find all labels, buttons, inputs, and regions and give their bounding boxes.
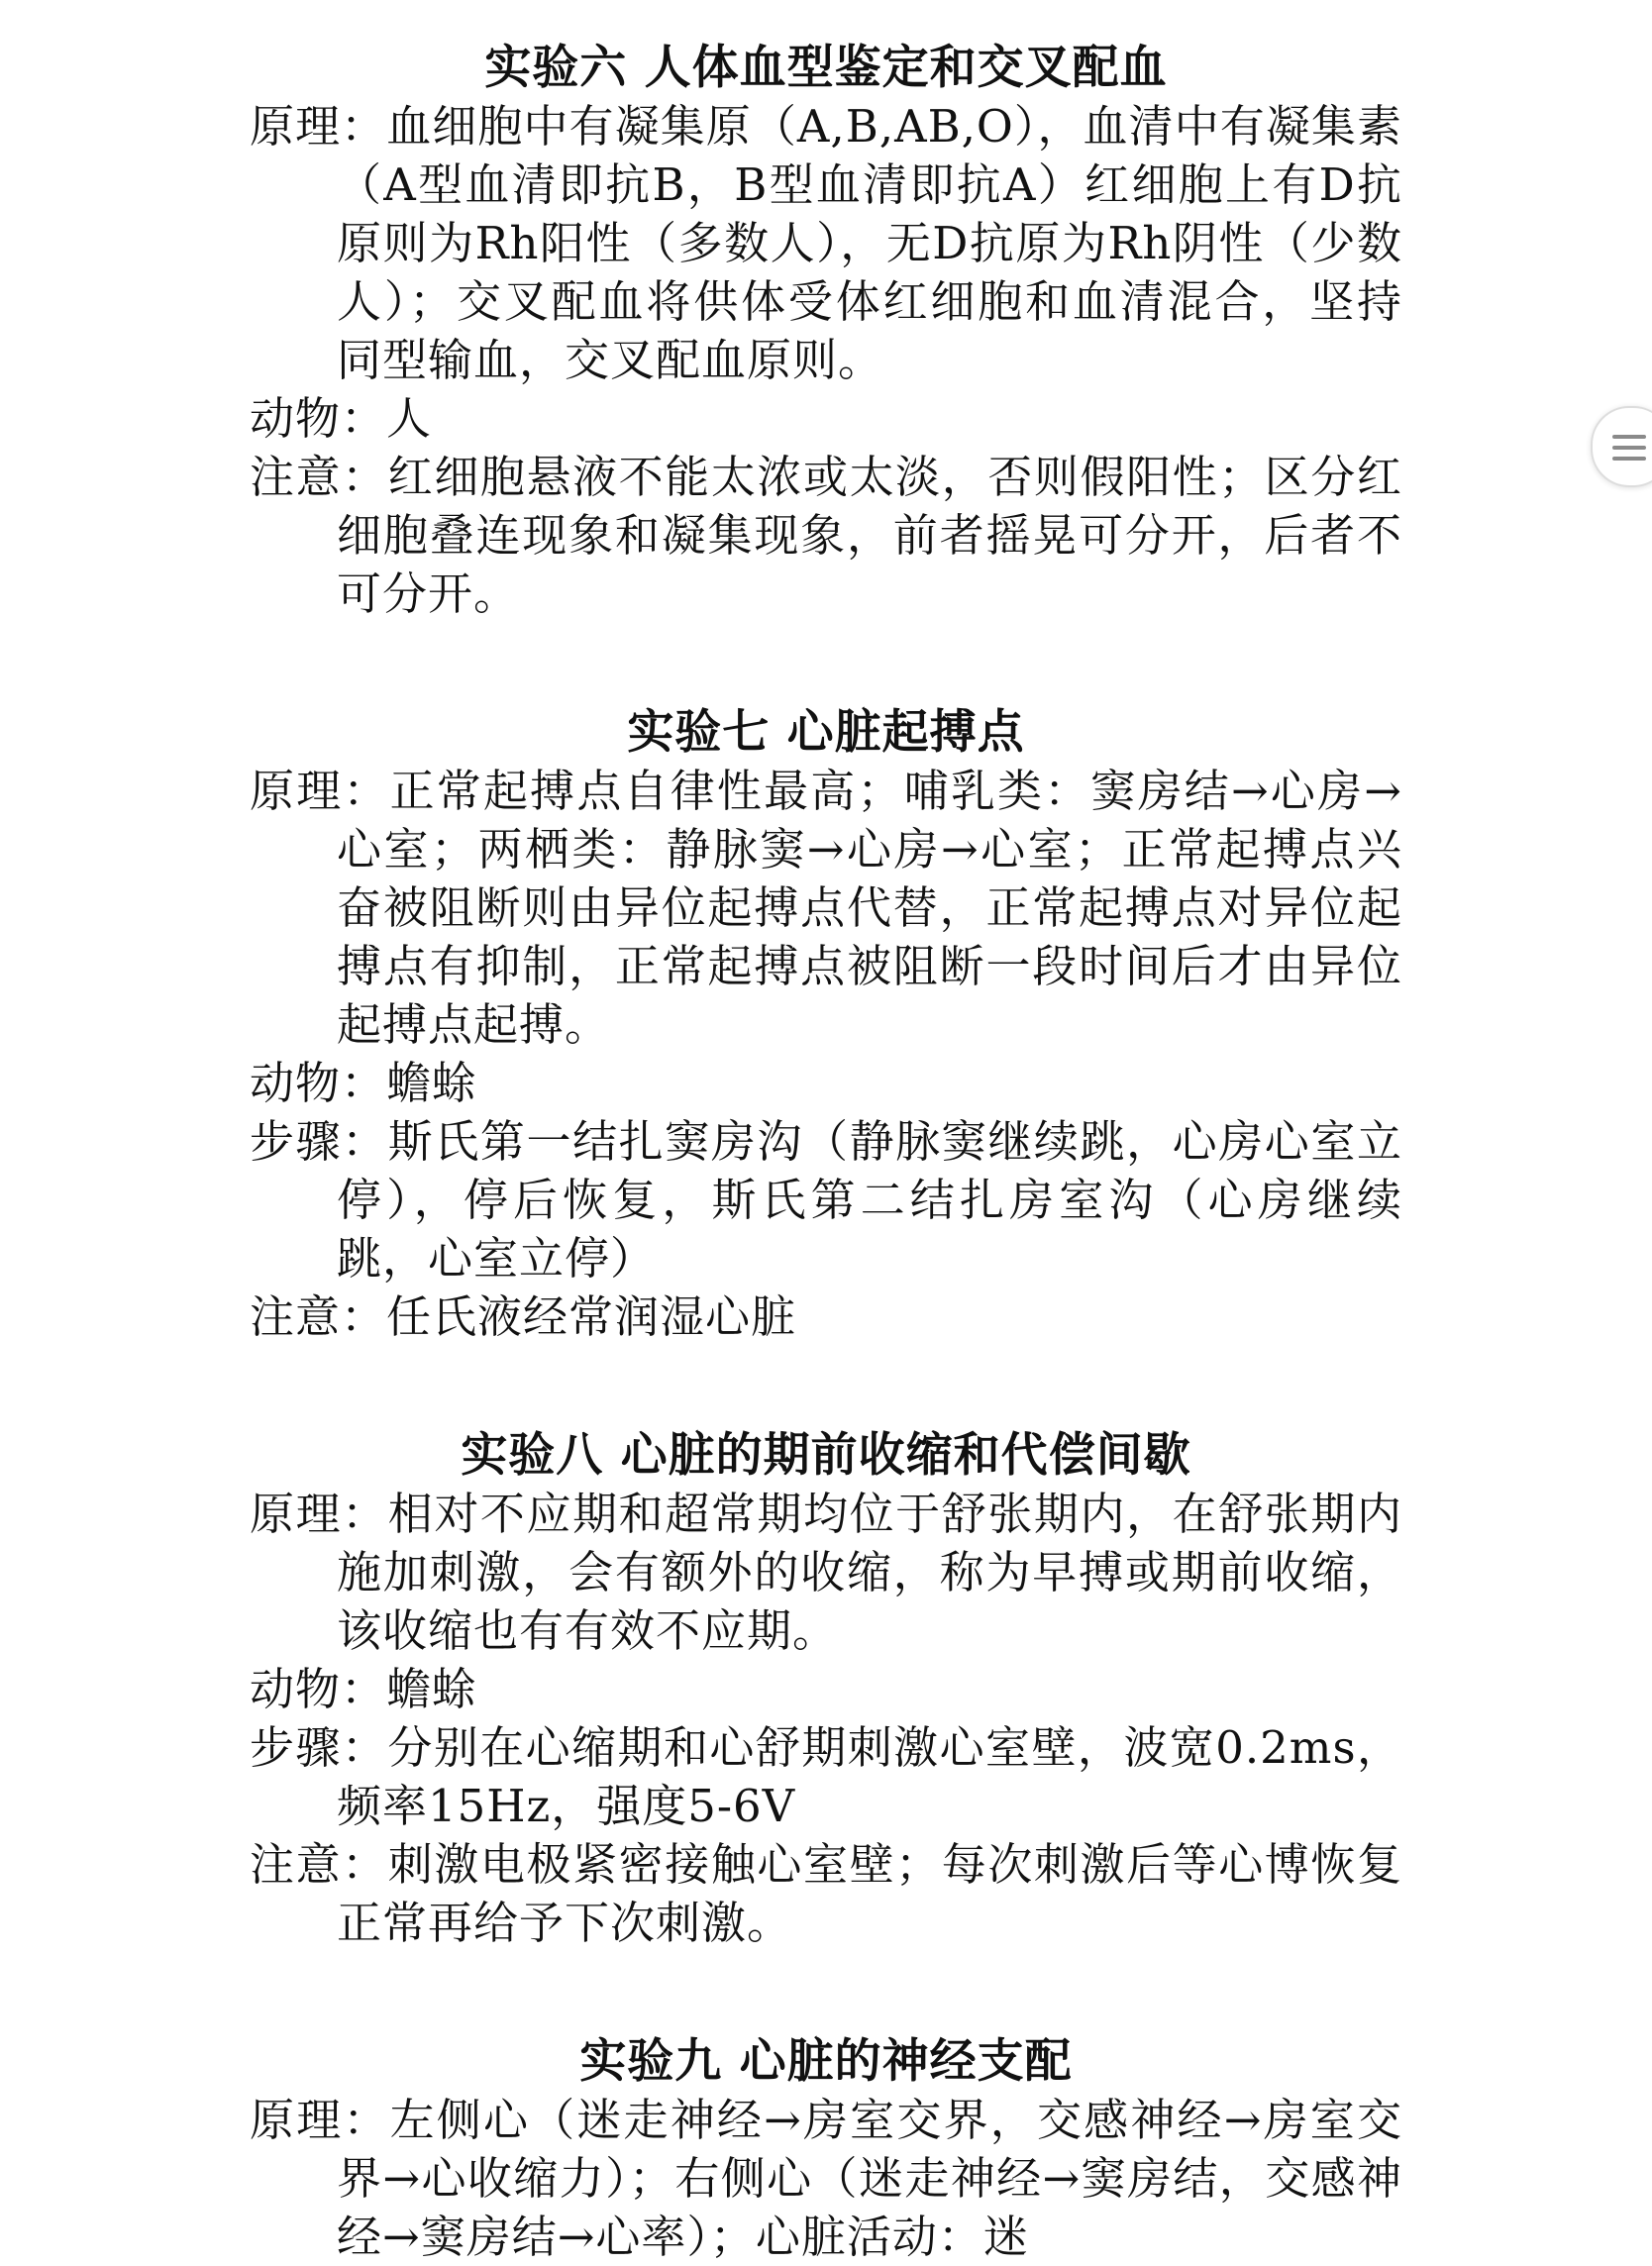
item-label: 注意： xyxy=(250,1838,388,1891)
item-label: 原理： xyxy=(250,765,390,817)
item-label: 动物： xyxy=(250,1057,387,1109)
item-label: 步骤： xyxy=(250,1721,388,1774)
section-title: 实验六 人体血型鉴定和交叉配血 xyxy=(484,41,1168,95)
item-label: 注意： xyxy=(250,451,388,503)
notes-paragraph xyxy=(250,1835,1402,1952)
item-text: 正常起搏点自律性最高；哺乳类：窦房结→心房→心室；两栖类：静脉窦→心房→心室；正常起搏点兴奋被阻断则由异位起搏点代替，正常起搏点对异位起搏点有抑制，正常起搏点被阻断一段时间后才由异位起搏点起搏。 xyxy=(337,765,1402,1051)
steps-paragraph xyxy=(250,1718,1402,1835)
item-text: 人 xyxy=(386,392,433,445)
item-label: 原理： xyxy=(250,2094,390,2146)
section-title: 实验九 心脏的神经支配 xyxy=(579,2034,1073,2089)
animal-paragraph xyxy=(250,389,1402,448)
item-text: 斯氏第一结扎窦房沟（静脉窦继续跳，心房心室立停），停后恢复，斯氏第二结扎房室沟（心房继续跳，心室立停） xyxy=(337,1115,1402,1285)
item-text: 红细胞悬液不能太浓或太淡，否则假阳性；区分红细胞叠连现象和凝集现象，前者摇晃可分开，后者不可分开。 xyxy=(337,451,1402,620)
animal-paragraph xyxy=(250,1660,1402,1718)
section-experiment-7 xyxy=(250,704,1402,1346)
section-title: 实验八 心脏的期前收缩和代偿间歇 xyxy=(461,1428,1191,1483)
item-label: 动物： xyxy=(250,392,387,445)
item-text: 左侧心（迷走神经→房室交界，交感神经→房室交界→心收缩力）；右侧心（迷走神经→窦房结，交感神经→窦房结→心率）；心脏活动：迷 xyxy=(337,2094,1402,2263)
item-label: 动物： xyxy=(250,1663,387,1715)
section-experiment-8 xyxy=(250,1427,1402,1952)
notes-paragraph xyxy=(250,448,1402,623)
item-label: 步骤： xyxy=(250,1115,388,1168)
item-text: 蟾蜍 xyxy=(386,1057,478,1109)
item-text: 分别在心缩期和心舒期刺激心室壁，波宽0.2ms，频率15Hz，强度5-6V xyxy=(337,1721,1402,1832)
item-text: 刺激电极紧密接触心室壁；每次刺激后等心博恢复正常再给予下次刺激。 xyxy=(337,1838,1402,1949)
item-label: 原理： xyxy=(250,1488,388,1540)
animal-paragraph xyxy=(250,1054,1402,1112)
section-title: 实验七 心脏起搏点 xyxy=(627,705,1025,760)
steps-paragraph xyxy=(250,1112,1402,1288)
side-menu-button[interactable] xyxy=(1591,406,1652,487)
item-label: 原理： xyxy=(250,100,387,153)
principle-paragraph xyxy=(250,2091,1402,2266)
section-experiment-9 xyxy=(250,2033,1402,2266)
item-text: 蟾蜍 xyxy=(386,1663,478,1715)
item-text: 相对不应期和超常期均位于舒张期内，在舒张期内施加刺激，会有额外的收缩，称为早搏或期前收缩，该收缩也有有效不应期。 xyxy=(337,1488,1402,1657)
principle-paragraph xyxy=(250,762,1402,1054)
item-text: 血细胞中有凝集原（A,B,AB,O），血清中有凝集素（A型血清即抗B，B型血清即抗A）红细胞上有D抗原则为Rh阳性（多数人），无D抗原为Rh阴性（少数人）；交叉配血将供体受体红细胞和血清混合，坚持同型输血，交叉配血原则。 xyxy=(337,100,1402,386)
document-body xyxy=(250,40,1402,2266)
principle-paragraph xyxy=(250,97,1402,389)
item-label: 注意： xyxy=(250,1290,387,1343)
menu-icon xyxy=(1612,435,1646,467)
item-text: 任氏液经常润湿心脏 xyxy=(386,1290,797,1343)
notes-paragraph xyxy=(250,1288,1402,1346)
principle-paragraph xyxy=(250,1485,1402,1660)
section-experiment-6 xyxy=(250,40,1402,623)
